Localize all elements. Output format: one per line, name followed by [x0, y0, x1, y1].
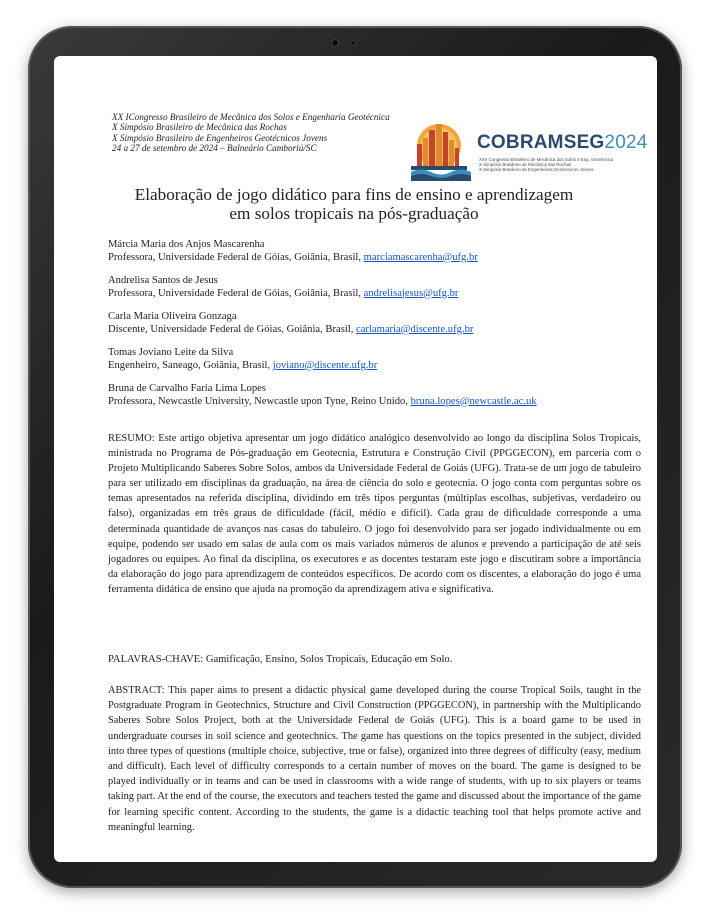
- title-line-2: em solos tropicais na pós-graduação: [229, 204, 479, 223]
- conference-line: X Simpósio Brasileiro de Mecânica das Rochas: [112, 122, 287, 133]
- conference-line: XX ICongresso Brasileiro de Mecânica dos Solos e Engenharia Geotécnica: [112, 112, 390, 122]
- author-block: [108, 275, 628, 300]
- conference-line: 24 a 27 de setembro de 2024 – Balneário Camboriú/SC: [112, 143, 317, 154]
- keywords-line: PALAVRAS-CHAVE: Gamificação, Ensino, Solos Tropicais, Educação em Solo.: [108, 654, 453, 665]
- logo-sub-line: XXII Congresso Brasileiro de Mecânica dos Solos e Eng. Geotécnica: [479, 157, 614, 162]
- author-block: [108, 383, 628, 408]
- logo-name: COBRAMSEG: [477, 132, 605, 153]
- author-email-link[interactable]: bruna.lopes@newcastle.ac.uk: [410, 395, 537, 407]
- logo-subtitle: [479, 157, 649, 172]
- logo-sub-line: X Simpósio Brasileiro de Engenheiros Geotécnicos Jovens: [479, 167, 594, 172]
- resumo-paragraph: RESUMO: Este artigo objetiva apresentar um jogo didático analógico desenvolvido ao longo da disciplina Solos Tropicais, ministrada no Programa de Pós-graduação em Geotecnia, Estrutura e Construção Civil (PPGGECON), em parceria com o Projeto Multiplicando Saberes Sobre Solos, ambos da Universidade Federal de Goiás (UFG). Trata-se de um jogo de tabuleiro para ser utilizado em disciplinas da graduação, na área de ciência do solo e geotecnia. O jogo conta com perguntas sobre os temas apresentados na referida disciplina, dividindo em três tipos perguntas (múltiplas escolhas, subjetivas, verdadeiro ou falso), organizadas em três graus de dificuldade (fácil, médio e difícil). Cada grau de dificuldade corresponde a uma determinada quantidade de avanços nas casas do tabuleiro. O jogo foi desenvolvido para ser jogado individualmente ou em equipe, podendo ser usado em salas de aula com os mais variados números de alunos e prevendo a participação de até seis jogadores ou equipes. Ao final da disciplina, os executores e as docentes testaram este jogo e discutiram sobre a importância da elaboração do jogo para aprendizagem de conteúdos específicos. De acordo com os discentes, a elaboração do jogo é uma ferramenta didática de ensino que ajuda na promoção da aprendizagem ativa e significativa.: [108, 433, 641, 595]
- document-page: [54, 56, 657, 862]
- author-name: Bruna de Carvalho Faria Lima Lopes: [108, 383, 266, 394]
- camera-bar: [28, 38, 682, 48]
- cobramseg-emblem-icon: [409, 120, 475, 182]
- affiliation-text: Professora, Universidade Federal de Góias, Goiânia, Brasil,: [108, 251, 364, 263]
- author-name: Márcia Maria dos Anjos Mascarenha: [108, 239, 265, 250]
- paper-title: [94, 185, 614, 223]
- author-affiliation: [108, 288, 628, 301]
- author-name: Andrelisa Santos de Jesus: [108, 275, 218, 286]
- affiliation-text: Discente, Universidade Federal de Góias, Goiânia, Brasil,: [108, 323, 356, 335]
- conference-line: X Simpósio Brasileiro de Engenheiros Geotécnicos Jovens: [112, 132, 328, 143]
- author-list: [108, 239, 628, 419]
- author-name: Carla Maria Oliveira Gonzaga: [108, 311, 237, 322]
- author-block: [108, 311, 628, 336]
- author-block: [108, 347, 628, 372]
- conference-header: [112, 112, 402, 154]
- logo-sub-line: X Simpósio Brasileiro de Mecânica das Rochas: [479, 162, 572, 167]
- author-email-link[interactable]: carlamaria@discente.ufg.br: [356, 323, 474, 335]
- tablet-screen[interactable]: [54, 56, 657, 862]
- affiliation-text: Engenheiro, Saneago, Goiânia, Brasil,: [108, 359, 273, 371]
- author-name: Tomas Joviano Leite da Silva: [108, 347, 234, 358]
- author-email-link[interactable]: marciamascarenha@ufg.br: [363, 251, 478, 263]
- author-affiliation: [108, 396, 628, 409]
- author-affiliation: [108, 324, 628, 337]
- author-block: [108, 239, 628, 264]
- author-email-link[interactable]: joviano@discente.ufg.br: [272, 359, 378, 371]
- tablet-frame: [28, 26, 682, 888]
- front-camera-icon: [331, 39, 339, 47]
- author-email-link[interactable]: andrelisajesus@ufg.br: [363, 287, 459, 299]
- cobramseg-logo: [409, 120, 649, 182]
- affiliation-text: Professora, Universidade Federal de Góias, Goiânia, Brasil,: [108, 287, 364, 299]
- logo-wordmark: [477, 132, 648, 154]
- abstract-paragraph: ABSTRACT: This paper aims to present a didactic physical game developed during the course Tropical Soils, taught in the Postgraduate Program in Geotechnics, Structure and Civil Construction (PPGGECON), in partnership with the Multiplicando Saberes Sobre Solos Project, both at the Universidade Federal de Goiás (UFG). This is a board game to be used in undergraduate courses in soil science and geotechnics. The game has questions on the topics presented in the subject, divided into three types of questions (multiple choice, subjective, true or false), organized into three degrees of difficulty (easy, medium and difficult). Each level of difficulty corresponds to a certain number of moves on the board. The game is designed to be played individually or in teams and can be used in classrooms with a wide range of students, with up to six players or teams taking part. At the end of the course, the executors and teachers tested the game and discussed about the importance of the game for learning specific content. According to the students, the game is a didactic teaching tool that helps promote active and meaningful learning.: [108, 685, 641, 833]
- affiliation-text: Professora, Newcastle University, Newcastle upon Tyne, Reino Unido,: [108, 395, 411, 407]
- author-affiliation: [108, 360, 628, 373]
- sensor-icon: [350, 40, 356, 46]
- title-line-1: Elaboração de jogo didático para fins de ensino e aprendizagem: [134, 185, 574, 204]
- author-affiliation: [108, 252, 628, 265]
- logo-year: 2024: [604, 132, 648, 153]
